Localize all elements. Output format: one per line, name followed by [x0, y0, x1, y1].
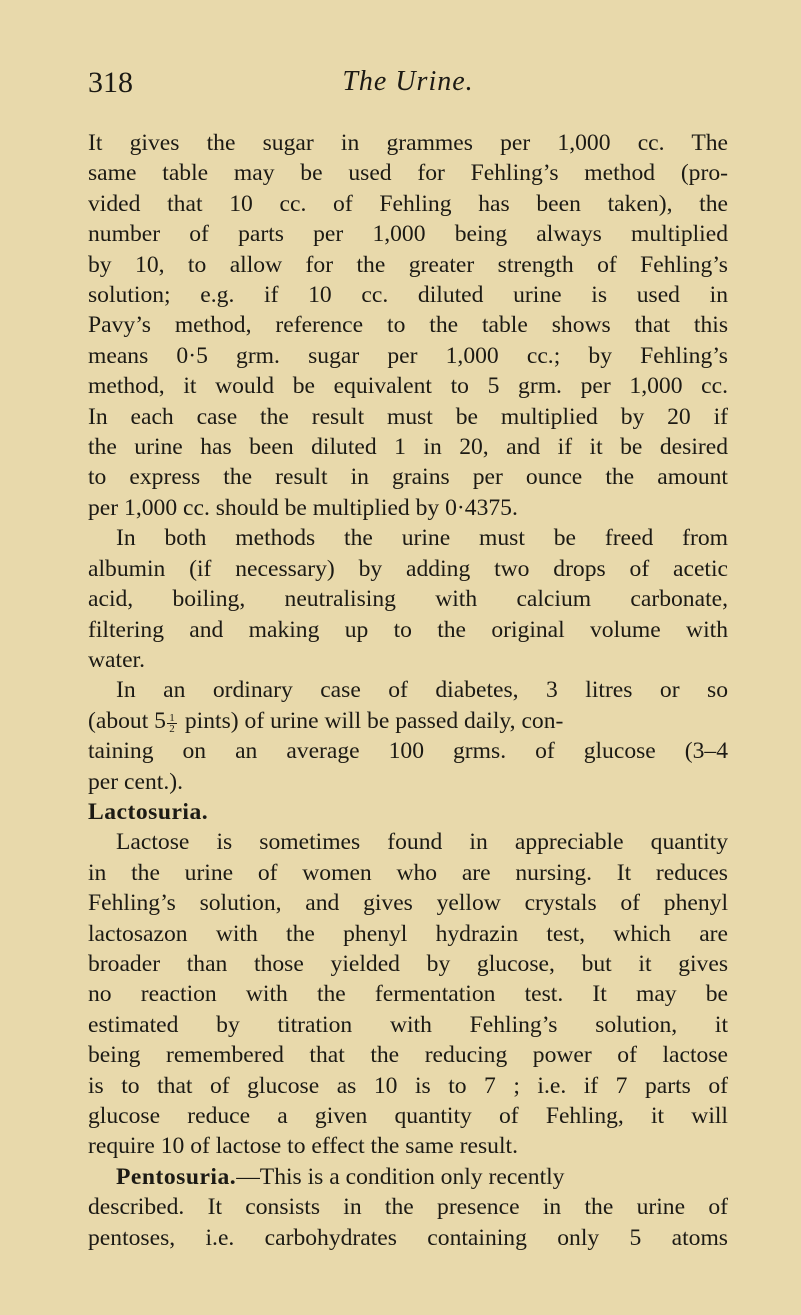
- text-line: method, it would be equivalent to 5 grm. per 1,000 cc.: [88, 373, 728, 400]
- text-line: by 10, to allow for the greater strength of Fehling’s: [88, 251, 728, 278]
- text-line-with-heading: [88, 1162, 728, 1192]
- text-line: per 1,000 cc. should be multiplied by 0·4375.: [88, 494, 518, 521]
- fraction-numerator: 1: [167, 713, 177, 724]
- text-fragment: (about 5: [88, 707, 166, 734]
- section-heading-pentosuria: Pentosuria.: [116, 1163, 237, 1190]
- text-line: require 10 of lactose to effect the same result.: [88, 1133, 518, 1160]
- paragraph-lactose: [88, 827, 728, 1161]
- text-line: lactosazon with the phenyl hydrazin test, which are: [88, 920, 728, 947]
- paragraph-albumin: [88, 523, 728, 675]
- text-line: glucose reduce a given quantity of Fehling, it will: [88, 1103, 728, 1129]
- text-line: Fehling’s solution, and gives yellow crystals of phenyl: [88, 890, 728, 917]
- fraction-denominator: 2: [169, 722, 175, 735]
- running-head: The Urine.: [342, 66, 474, 97]
- text-line: per cent.).: [88, 768, 183, 795]
- text-line-with-fraction: [88, 706, 728, 736]
- text-line: the urine has been diluted 1 in 20, and if it be desired: [88, 434, 728, 461]
- page-body: [88, 128, 728, 1253]
- text-line: In both methods the urine must be freed from: [116, 525, 728, 552]
- text-line: means 0·5 grm. sugar per 1,000 cc.; by Fehling’s: [88, 342, 728, 369]
- text-line: In an ordinary case of diabetes, 3 litres or so: [116, 677, 728, 704]
- text-line: vided that 10 cc. of Fehling has been taken), the: [88, 190, 728, 217]
- half-fraction: [167, 713, 177, 734]
- text-line: taining on an average 100 grms. of glucose (3–4: [88, 738, 728, 765]
- section-heading-lactosuria: Lactosuria.: [88, 798, 209, 825]
- paragraph-pentosuria: [88, 1162, 728, 1253]
- text-line: estimated by titration with Fehling’s solution, it: [88, 1011, 728, 1038]
- text-line: acid, boiling, neutralising with calcium carbonate,: [88, 586, 728, 613]
- text-line: being remembered that the reducing power of lactose: [88, 1042, 728, 1069]
- text-line: filtering and making up to the original volume with: [88, 616, 728, 643]
- page-header: [88, 66, 728, 108]
- text-line: same table may be used for Fehling’s method (pro-: [88, 160, 728, 187]
- text-line: In each case the result must be multiplied by 20 if: [88, 403, 728, 430]
- text-line: described. It consists in the presence in the urine of: [88, 1194, 728, 1221]
- text-line: pentoses, i.e. carbohydrates containing only 5 atoms: [88, 1224, 728, 1251]
- text-fragment: —This is a condition only recently: [236, 1163, 565, 1190]
- text-line: albumin (if necessary) by adding two drops of acetic: [88, 555, 728, 582]
- text-line: no reaction with the fermentation test. It may be: [88, 981, 728, 1008]
- text-line: It gives the sugar in grammes per 1,000 cc. The: [88, 130, 728, 156]
- text-line: solution; e.g. if 10 cc. diluted urine is used in: [88, 282, 728, 309]
- text-line: broader than those yielded by glucose, but it gives: [88, 950, 728, 977]
- text-line: number of parts per 1,000 being always multiplied: [88, 221, 728, 248]
- text-fragment: pints) of urine will be passed daily, con-: [178, 707, 564, 734]
- page-number: 318: [88, 66, 133, 99]
- text-line: water.: [88, 646, 145, 673]
- text-line: Pavy’s method, reference to the table shows that this: [88, 312, 728, 339]
- text-line: Lactose is sometimes found in appreciable quantity: [116, 829, 728, 856]
- paragraph-method-table: [88, 128, 728, 523]
- paragraph-diabetes: [88, 675, 728, 797]
- text-line: is to that of glucose as 10 is to 7 ; i.e. if 7 parts of: [88, 1072, 728, 1099]
- text-line: to express the result in grains per ounce the amount: [88, 464, 728, 491]
- text-line: in the urine of women who are nursing. It reduces: [88, 859, 728, 886]
